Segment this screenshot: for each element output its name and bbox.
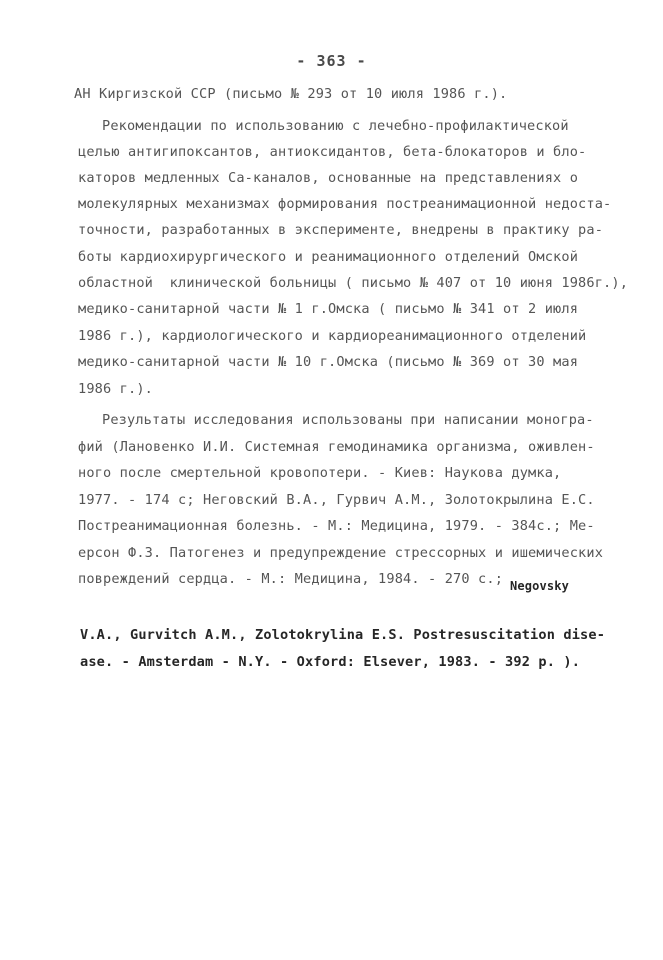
- text-line: ного после смертельной кровопотери. - Киев: Наукова думка,: [78, 465, 562, 481]
- text-line: 1986 г.).: [78, 381, 154, 397]
- reference-line: ase. - Amsterdam - N.Y. - Oxford: Elsever, 1983. - 392 p. ).: [80, 654, 581, 670]
- text-line: повреждений сердца. - М.: Медицина, 1984. - 270 с.;: [78, 571, 504, 587]
- paragraph-start-line: Рекомендации по использованию с лечебно-профилактической: [102, 118, 569, 134]
- reference-line: V.A., Gurvitch A.M., Zolotokrylina E.S. Postresuscitation dise-: [80, 627, 606, 643]
- text-line: медико-санитарной части № 10 г.Омска (письмо № 369 от 30 мая: [78, 354, 579, 370]
- text-line: ерсон Ф.З. Патогенез и предупреждение стрессорных и ишемических: [78, 545, 604, 561]
- text-line: медико-санитарной части № 1 г.Омска ( письмо № 341 от 2 июля: [78, 301, 579, 317]
- text-line: Постреанимационная болезнь. - М.: Медицина, 1979. - 384с.; Ме-: [78, 518, 595, 534]
- text-line: фий (Лановенко И.И. Системная гемодинамика организма, оживлен-: [78, 439, 595, 455]
- text-line: каторов медленных Са-каналов, основанные на представлениях о: [78, 170, 579, 186]
- text-line: целью антигипоксантов, антиоксидантов, бета-блокаторов и бло-: [78, 144, 587, 160]
- author-name-text: Negovsky: [510, 579, 569, 593]
- page-number: - 363 -: [296, 52, 367, 70]
- text-line: боты кардиохирургического и реанимационного отделений Омской: [78, 249, 579, 265]
- text-line: молекулярных механизмах формирования постреанимационной недоста-: [78, 196, 612, 212]
- text-line: 1977. - 174 с; Неговский В.А., Гурвич А.М., Золотокрылина Е.С.: [78, 492, 595, 508]
- paragraph-start-line: Результаты исследования использованы при написании моногра-: [102, 412, 594, 428]
- text-line: АН Киргизской ССР (письмо № 293 от 10 июля 1986 г.).: [74, 86, 508, 102]
- text-line: областной клинической больницы ( письмо № 407 от 10 июня 1986г.),: [78, 275, 629, 291]
- text-line: 1986 г.), кардиологического и кардиореанимационного отделений: [78, 328, 587, 344]
- text-line: точности, разработанных в эксперименте, внедрены в практику ра-: [78, 222, 604, 238]
